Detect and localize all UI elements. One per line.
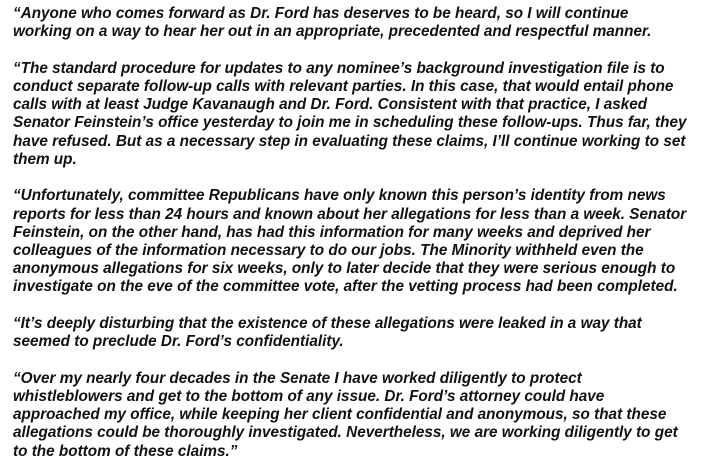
text-line: “Over my nearly four decades in the Senate I have worked diligently to protect xyxy=(13,369,582,387)
text-line: anonymous allegations for six weeks, only to later decide that they were serious enough to xyxy=(13,260,676,278)
text-line: “Unfortunately, committee Republicans have only known this person’s identity from news xyxy=(13,187,666,205)
text-line: colleagues of the information necessary to do our jobs. The Minority withheld even the xyxy=(13,242,644,260)
paragraph-gap xyxy=(13,169,718,187)
paragraph-ford-heard xyxy=(13,5,718,41)
text-line: “It’s deeply disturbing that the existence of these allegations were leaked in a way that xyxy=(13,315,642,333)
paragraph-unfortunately xyxy=(13,187,718,296)
text-line: allegations could be thoroughly investigated. Nevertheless, we are working diligently to get xyxy=(13,424,678,442)
text-line: calls with at least Judge Kavanaugh and Dr. Ford. Consistent with that practice, I asked xyxy=(13,96,648,114)
text-line: “Anyone who comes forward as Dr. Ford has deserves to be heard, so I will continue xyxy=(13,5,629,22)
paragraph-gap xyxy=(13,297,718,315)
paragraph-gap xyxy=(13,41,718,59)
text-line: Senator Feinstein’s office yesterday to join me in scheduling these follow-ups. Thus far, they xyxy=(13,114,687,132)
text-line: to the bottom of these claims.” xyxy=(13,442,238,460)
text-line: whistleblowers and get to the bottom of any issue. Dr. Ford’s attorney could have xyxy=(13,388,605,406)
text-line: working on a way to hear her out in an appropriate, precedented and respectful manner. xyxy=(13,23,652,41)
text-line: reports for less than 24 hours and known about her allegations for less than a week. Senator xyxy=(13,205,687,223)
text-line: seemed to preclude Dr. Ford’s confidentiality. xyxy=(13,333,344,351)
paragraph-gap xyxy=(13,351,718,369)
paragraph-four-decades xyxy=(13,370,718,461)
paragraph-deeply-disturbing xyxy=(13,315,718,351)
text-line: investigate on the eve of the committee vote, after the vetting process had been completed. xyxy=(13,278,678,296)
text-line: “The standard procedure for updates to any nominee’s background investigation file is to xyxy=(13,59,665,77)
text-line: them up. xyxy=(13,150,77,168)
paragraph-standard-procedure xyxy=(13,60,718,169)
text-line: Feinstein, on the other hand, has had this information for many weeks and deprived her xyxy=(13,223,651,241)
text-line: approached my office, while keeping her client confidential and anonymous, so that these xyxy=(13,406,667,424)
text-line: conduct separate follow-up calls with relevant parties. In this case, that would entail phone xyxy=(13,78,674,95)
text-line: have refused. But as a necessary step in evaluating these claims, I’ll continue working to set xyxy=(13,132,686,150)
